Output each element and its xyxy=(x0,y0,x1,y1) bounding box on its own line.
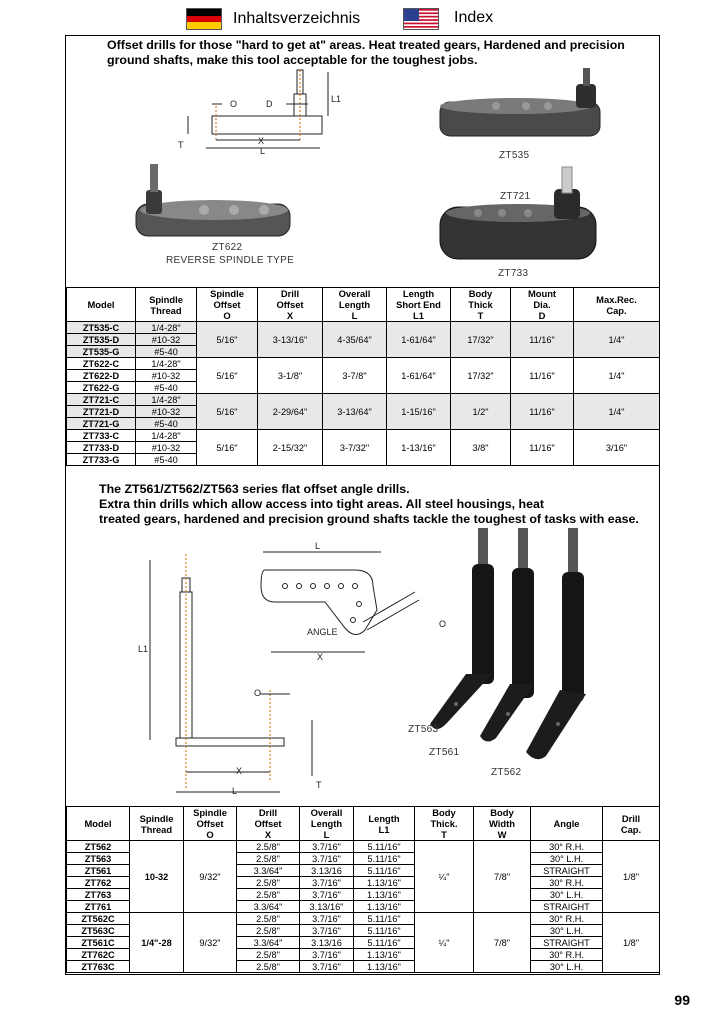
table-row xyxy=(67,430,660,442)
length-l1-cell: 1.13/16" xyxy=(354,877,415,889)
model-cell: ZT535-D xyxy=(67,334,136,346)
body-width-cell: 7/8" xyxy=(474,913,531,973)
zt733-caption: ZT733 xyxy=(498,268,529,279)
german-index-link[interactable]: Inhaltsverzeichnis xyxy=(233,10,361,27)
thread-cell: 1/4-28" xyxy=(136,394,197,406)
drill-offset-cell: 2.5/8" xyxy=(237,841,300,853)
diagram-label-x: X xyxy=(236,766,243,776)
body-thick-cell: 17/32" xyxy=(451,358,511,394)
overall-length-cell: 3-7/8" xyxy=(323,358,387,394)
overall-length-cell: 3.7/16" xyxy=(300,853,354,865)
zt721-caption: ZT721 xyxy=(500,191,531,202)
diagram-label-t: T xyxy=(316,780,322,790)
drill-offset-cell: 2.5/8" xyxy=(237,889,300,901)
thread-cell: #10-32 xyxy=(136,442,197,454)
thread-cell: #5-40 xyxy=(136,418,197,430)
short-end-cell: 1-15/16" xyxy=(387,394,451,430)
drill-offset-cell: 2.5/8" xyxy=(237,913,300,925)
angle-cell: STRAIGHT xyxy=(531,901,603,913)
model-cell: ZT563 xyxy=(67,853,130,865)
table-header-row xyxy=(67,807,660,841)
length-l1-cell: 1.13/16" xyxy=(354,961,415,973)
model-cell: ZT762 xyxy=(67,877,130,889)
zt622-caption: ZT622 xyxy=(212,242,243,253)
overall-length-cell: 3.7/16" xyxy=(300,889,354,901)
header-drill-offset: Drill Offset X xyxy=(237,807,300,841)
max-cap-cell: 1/4" xyxy=(574,358,660,394)
diagram-label-x: X xyxy=(258,136,265,146)
thread-cell: 1/4-28" xyxy=(136,430,197,442)
header-length-l1: Length L1 xyxy=(354,807,415,841)
drill-offset-cell: 3-1/8" xyxy=(258,358,323,394)
drill-offset-cell: 2.5/8" xyxy=(237,853,300,865)
header-length-short-end: Length Short End L1 xyxy=(387,288,451,322)
length-l1-cell: 1.13/16" xyxy=(354,949,415,961)
overall-length-cell: 3.7/16" xyxy=(300,841,354,853)
section2-intro-line3: treated gears, hardened and precision ground shafts tackle the toughest of tasks with ease. xyxy=(99,512,639,526)
angle-cell: 30° L.H. xyxy=(531,925,603,937)
angle-cell: 30° L.H. xyxy=(531,853,603,865)
header-model: Model xyxy=(67,288,136,322)
body-thick-cell: 1/2" xyxy=(451,394,511,430)
model-cell: ZT721-D xyxy=(67,406,136,418)
table-header-row xyxy=(67,288,660,322)
model-cell: ZT733-G xyxy=(67,454,136,466)
offset-drill-spec-table xyxy=(66,287,660,466)
overall-length-cell: 3-7/32" xyxy=(323,430,387,466)
thread-cell: #5-40 xyxy=(136,454,197,466)
drill-offset-cell: 2.5/8" xyxy=(237,925,300,937)
header-body-thick: Body Thick. T xyxy=(415,807,474,841)
angle-cell: STRAIGHT xyxy=(531,937,603,949)
body-thick-cell: 17/32" xyxy=(451,322,511,358)
model-cell: ZT721-G xyxy=(67,418,136,430)
header-max-cap: Max.Rec. Cap. xyxy=(574,288,660,322)
diagram-label-o-right: O xyxy=(439,619,447,629)
drill-offset-cell: 3.3/64" xyxy=(237,865,300,877)
length-l1-cell: 5.11/16" xyxy=(354,865,415,877)
spindle-offset-cell: 9/32" xyxy=(184,841,237,913)
table-row xyxy=(67,358,660,370)
angle-cell: 30° R.H. xyxy=(531,913,603,925)
page-number: 99 xyxy=(674,992,690,1008)
thread-cell: #5-40 xyxy=(136,382,197,394)
diagram-label-t: T xyxy=(178,140,184,150)
short-end-cell: 1-13/16" xyxy=(387,430,451,466)
model-cell: ZT561 xyxy=(67,865,130,877)
drill-offset-cell: 3-13/16" xyxy=(258,322,323,358)
short-end-cell: 1-61/64" xyxy=(387,358,451,394)
model-cell: ZT761 xyxy=(67,901,130,913)
header-model: Model xyxy=(67,807,130,841)
header-angle: Angle xyxy=(531,807,603,841)
zt535-product-image xyxy=(436,66,606,146)
header-spindle-thread: Spindle Thread xyxy=(136,288,197,322)
length-l1-cell: 5.11/16" xyxy=(354,937,415,949)
angle-cell: 30° R.H. xyxy=(531,877,603,889)
angle-cell: 30° L.H. xyxy=(531,961,603,973)
diagram-label-l: L xyxy=(232,786,238,796)
header-spindle-offset: Spindle Offset O xyxy=(184,807,237,841)
overall-length-cell: 3.7/16" xyxy=(300,877,354,889)
header-spindle-thread: Spindle Thread xyxy=(130,807,184,841)
diagram-label-l-top: L xyxy=(315,541,321,551)
body-thick-cell: 3/8" xyxy=(451,430,511,466)
body-thick-cell: ¼" xyxy=(415,841,474,913)
header-overall-length: Overall Length L xyxy=(323,288,387,322)
max-cap-cell: 1/4" xyxy=(574,322,660,358)
flat-angle-drill-spec-table xyxy=(66,806,660,973)
diagram-label-l1: L1 xyxy=(331,94,342,104)
overall-length-cell: 3.7/16" xyxy=(300,961,354,973)
body-width-cell: 7/8" xyxy=(474,841,531,913)
drill-cap-cell: 1/8" xyxy=(603,913,660,973)
model-cell: ZT535-G xyxy=(67,346,136,358)
zt563-caption: ZT563 xyxy=(408,724,439,735)
angle-cell: 30° R.H. xyxy=(531,841,603,853)
thread-cell: 1/4-28" xyxy=(136,322,197,334)
model-cell: ZT563C xyxy=(67,925,130,937)
mount-dia-cell: 11/16" xyxy=(511,394,574,430)
length-l1-cell: 5.11/16" xyxy=(354,853,415,865)
zt56x-product-image xyxy=(426,524,586,764)
angle-cell: 30° R.H. xyxy=(531,949,603,961)
header-spindle-offset: Spindle Offset O xyxy=(197,288,258,322)
zt561-caption: ZT561 xyxy=(429,747,460,758)
model-cell: ZT763 xyxy=(67,889,130,901)
section2-intro-line1: The ZT561/ZT562/ZT563 series flat offset angle drills. xyxy=(99,482,410,496)
section1-intro: Offset drills for those "hard to get at" areas. Heat treated gears, Hardened and precision ground shafts, make this tool acceptable for the toughest jobs. xyxy=(107,38,625,67)
thread-cell: #10-32 xyxy=(136,370,197,382)
model-cell: ZT622-C xyxy=(67,358,136,370)
zt535-caption: ZT535 xyxy=(499,150,530,161)
model-cell: ZT762C xyxy=(67,949,130,961)
spindle-offset-cell: 5/16" xyxy=(197,394,258,430)
body-thick-cell: ¼" xyxy=(415,913,474,973)
drill-offset-cell: 2.5/8" xyxy=(237,961,300,973)
max-cap-cell: 3/16" xyxy=(574,430,660,466)
model-cell: ZT733-D xyxy=(67,442,136,454)
header-drill-offset: Drill Offset X xyxy=(258,288,323,322)
thread-cell: 1/4"-28 xyxy=(130,913,184,973)
spindle-offset-cell: 5/16" xyxy=(197,430,258,466)
table-row xyxy=(67,394,660,406)
thread-cell: 1/4-28" xyxy=(136,358,197,370)
diagram-label-l: L xyxy=(260,146,266,156)
model-cell: ZT733-C xyxy=(67,430,136,442)
model-cell: ZT622-G xyxy=(67,382,136,394)
length-l1-cell: 1.13/16" xyxy=(354,901,415,913)
overall-length-cell: 3.7/16" xyxy=(300,913,354,925)
thread-cell: #5-40 xyxy=(136,346,197,358)
section2-intro xyxy=(99,482,654,527)
drill-offset-cell: 3.3/64" xyxy=(237,937,300,949)
spindle-offset-cell: 5/16" xyxy=(197,358,258,394)
header-body-thick: Body Thick T xyxy=(451,288,511,322)
diagram-label-x-mid: X xyxy=(317,652,324,662)
overall-length-cell: 3-13/64" xyxy=(323,394,387,430)
mount-dia-cell: 11/16" xyxy=(511,358,574,394)
length-l1-cell: 5.11/16" xyxy=(354,913,415,925)
top-navigation xyxy=(0,4,724,34)
length-l1-cell: 5.11/16" xyxy=(354,841,415,853)
model-cell: ZT622-D xyxy=(67,370,136,382)
diagram-label-o: O xyxy=(230,99,238,109)
diagram-label-angle: ANGLE xyxy=(307,627,338,637)
length-l1-cell: 5.11/16" xyxy=(354,925,415,937)
drill-offset-cell: 2.5/8" xyxy=(237,949,300,961)
us-flag-icon[interactable] xyxy=(403,8,439,30)
section2-intro-line2: Extra thin drills which allow access into tight areas. All steel housings, heat xyxy=(99,497,545,511)
model-cell: ZT721-C xyxy=(67,394,136,406)
overall-length-cell: 4-35/64" xyxy=(323,322,387,358)
zt733-product-image xyxy=(438,165,602,265)
english-index-link[interactable]: Index xyxy=(454,9,494,26)
spindle-offset-cell: 5/16" xyxy=(197,322,258,358)
drill-offset-cell: 2-29/64" xyxy=(258,394,323,430)
zt622-subcaption: REVERSE SPINDLE TYPE xyxy=(166,255,295,266)
overall-length-cell: 3.7/16" xyxy=(300,925,354,937)
zt562-caption: ZT562 xyxy=(491,767,522,778)
model-cell: ZT562C xyxy=(67,913,130,925)
header-overall-length: Overall Length L xyxy=(300,807,354,841)
flat-drill-top-diagram xyxy=(255,540,445,665)
model-cell: ZT763C xyxy=(67,961,130,973)
mount-dia-cell: 11/16" xyxy=(511,430,574,466)
model-cell: ZT562 xyxy=(67,841,130,853)
table-row xyxy=(67,913,660,925)
table-row xyxy=(67,841,660,853)
header-body-width: Body Width W xyxy=(474,807,531,841)
max-cap-cell: 1/4" xyxy=(574,394,660,430)
thread-cell: 10-32 xyxy=(130,841,184,913)
drill-cap-cell: 1/8" xyxy=(603,841,660,913)
diagram-label-d: D xyxy=(266,99,273,109)
header-mount-dia: Mount Dia. D xyxy=(511,288,574,322)
header-drill-cap: Drill Cap. xyxy=(603,807,660,841)
model-cell: ZT561C xyxy=(67,937,130,949)
thread-cell: #10-32 xyxy=(136,406,197,418)
model-cell: ZT535-C xyxy=(67,322,136,334)
offset-drill-dimension-diagram xyxy=(170,66,360,156)
angle-cell: STRAIGHT xyxy=(531,865,603,877)
drill-offset-cell: 2.5/8" xyxy=(237,877,300,889)
table-row xyxy=(67,322,660,334)
overall-length-cell: 3.13/16" xyxy=(300,901,354,913)
length-l1-cell: 1.13/16" xyxy=(354,889,415,901)
short-end-cell: 1-61/64" xyxy=(387,322,451,358)
angle-cell: 30° L.H. xyxy=(531,889,603,901)
diagram-label-o: O xyxy=(254,688,262,698)
drill-offset-cell: 3.3/64" xyxy=(237,901,300,913)
drill-offset-cell: 2-15/32" xyxy=(258,430,323,466)
spindle-offset-cell: 9/32" xyxy=(184,913,237,973)
zt622-product-image xyxy=(134,160,294,242)
overall-length-cell: 3.13/16 xyxy=(300,865,354,877)
diagram-label-l1: L1 xyxy=(138,644,149,654)
overall-length-cell: 3.7/16" xyxy=(300,949,354,961)
overall-length-cell: 3.13/16 xyxy=(300,937,354,949)
mount-dia-cell: 11/16" xyxy=(511,322,574,358)
thread-cell: #10-32 xyxy=(136,334,197,346)
german-flag-icon[interactable] xyxy=(186,8,222,30)
